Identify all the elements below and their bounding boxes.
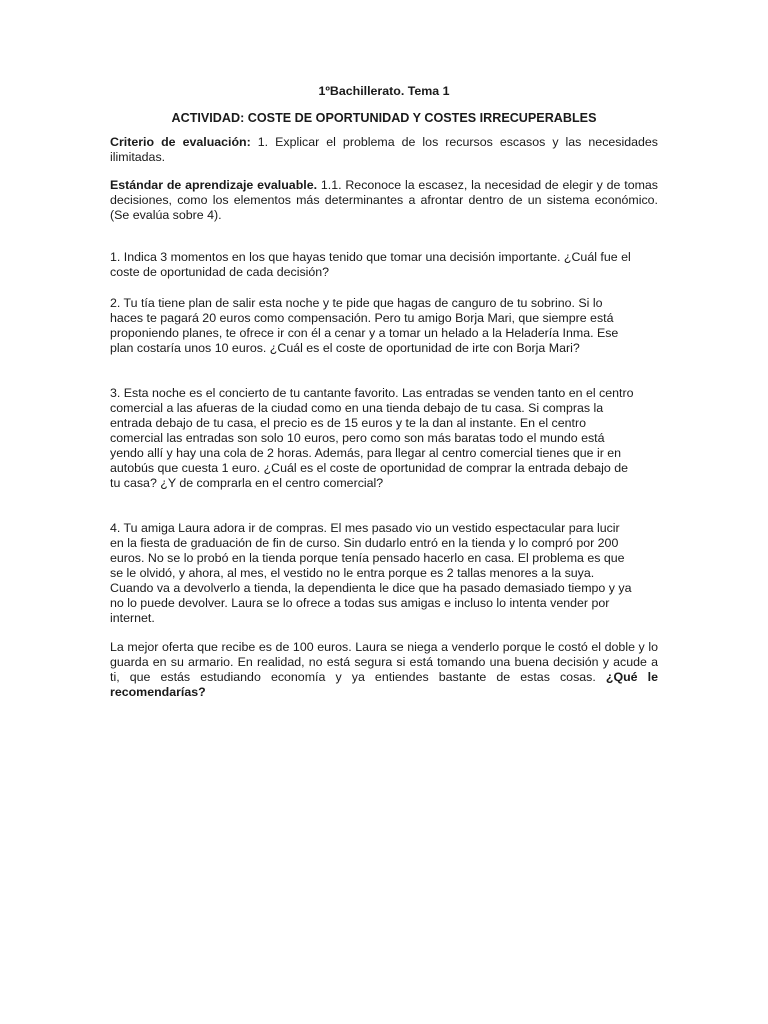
question-4-final-paragraph bbox=[110, 640, 658, 700]
question-4-line: se le olvidó, y ahora, al mes, el vestido no le entra porque es 2 tallas menores a la suya. bbox=[110, 566, 595, 580]
question-4-line: euros. No se lo probó en la tienda porque tenía pensado hacerlo en casa. El problema es que bbox=[110, 551, 625, 565]
question-4-line: Cuando va a devolverlo a tienda, la dependienta le dice que ha pasado demasiado tiempo y ya bbox=[110, 581, 632, 595]
estandar-paragraph bbox=[110, 178, 658, 223]
criterio-text: 1. Explicar el problema de los recursos escasos y las necesidades ilimitadas. bbox=[110, 135, 658, 164]
question-4-line: no lo puede devolver. Laura se lo ofrece a todas sus amigas e incluso lo intenta vender por bbox=[110, 596, 610, 610]
question-4-line: internet. bbox=[110, 611, 155, 625]
question-2-line: 2. Tu tía tiene plan de salir esta noche y te pide que hagas de canguro de tu sobrino. Si lo bbox=[110, 296, 603, 310]
question-2-line: haces te pagará 20 euros como compensación. Pero tu amigo Borja Mari, que siempre está bbox=[110, 311, 614, 325]
question-1 bbox=[110, 250, 658, 280]
question-1-line: coste de oportunidad de cada decisión? bbox=[110, 265, 330, 279]
question-3-line: 3. Esta noche es el concierto de tu cantante favorito. Las entradas se venden tanto en el centro bbox=[110, 386, 634, 400]
question-3-line: tu casa? ¿Y de comprarla en el centro comercial? bbox=[110, 476, 384, 490]
question-4-final-text: La mejor oferta que recibe es de 100 euros. Laura se niega a venderlo porque le costó el doble y lo guarda en su armario. En realidad, no está segura si está tomando una buena decisión y acude a ti, que estás estudiando economía y ya entiendes bastante de estas cosas. bbox=[110, 640, 658, 684]
question-2-line: proponiendo planes, te ofrece ir con él a cenar y a tomar un helado a la Heladería Inma. Ese bbox=[110, 326, 619, 340]
question-2-line: plan costaría unos 10 euros. ¿Cuál es el coste de oportunidad de irte con Borja Mari? bbox=[110, 341, 580, 355]
document-page bbox=[110, 84, 658, 700]
criterio-label: Criterio de evaluación: bbox=[110, 135, 251, 149]
question-4-final-question: ¿Qué le recomendarías? bbox=[110, 670, 658, 699]
course-heading: 1ºBachillerato. Tema 1 bbox=[318, 84, 450, 98]
question-4-line: 4. Tu amiga Laura adora ir de compras. El mes pasado vio un vestido espectacular para lucir bbox=[110, 521, 620, 535]
question-3-line: comercial a las afueras de la ciudad como en una tienda debajo de tu casa. Si compras la bbox=[110, 401, 604, 415]
question-4 bbox=[110, 521, 658, 626]
question-2 bbox=[110, 296, 658, 356]
question-3-line: comercial las entradas son solo 10 euros, pero como son más baratas todo el mundo está bbox=[110, 431, 605, 445]
estandar-label: Estándar de aprendizaje evaluable. bbox=[110, 178, 318, 192]
criterio-paragraph bbox=[110, 135, 658, 165]
question-3-line: yendo allí y hay una cola de 2 horas. Además, para llegar al centro comercial tienes que ir en bbox=[110, 446, 622, 460]
activity-title: ACTIVIDAD: COSTE DE OPORTUNIDAD Y COSTES IRRECUPERABLES bbox=[171, 111, 597, 125]
question-3-line: autobús que cuesta 1 euro. ¿Cuál es el coste de oportunidad de comprar la entrada debajo de bbox=[110, 461, 628, 475]
estandar-text: 1.1. Reconoce la escasez, la necesidad de elegir y de tomas decisiones, como los elementos más determinantes a afrontar dentro de un sistema económico. (Se evalúa sobre 4). bbox=[110, 178, 659, 222]
question-3 bbox=[110, 386, 658, 491]
question-4-line: en la fiesta de graduación de fin de curso. Sin dudarlo entró en la tienda y lo compró por 200 bbox=[110, 536, 619, 550]
question-1-line: 1. Indica 3 momentos en los que hayas tenido que tomar una decisión importante. ¿Cuál fue el bbox=[110, 250, 631, 264]
question-3-line: entrada debajo de tu casa, el precio es de 15 euros y te la dan al instante. En el centro bbox=[110, 416, 586, 430]
